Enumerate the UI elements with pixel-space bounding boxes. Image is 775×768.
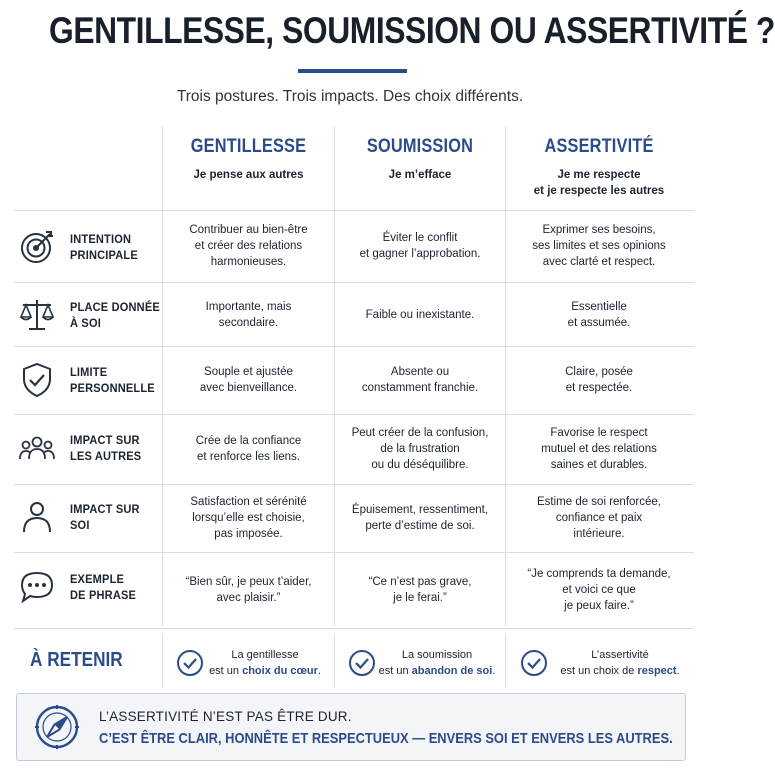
- check-circle-icon: [520, 649, 548, 677]
- col-divider: [505, 634, 506, 688]
- cell-assertivite-intention: Exprimer ses besoins, ses limites et ses opinions avec clarté et respect.: [532, 224, 666, 268]
- column-header-soumission: [335, 136, 505, 183]
- banner-statement: L’ASSERTIVITÉ N’EST PAS ÊTRE DUR.: [99, 709, 352, 724]
- retain-line2: [204, 663, 326, 679]
- retain-text: [548, 647, 692, 679]
- cell-soumission-limite: Absente ou constamment franchie.: [361, 366, 479, 394]
- cell-soumission-exemple: “Ce n’est pas grave, je le ferai.”: [368, 576, 472, 604]
- retain-item-gentillesse: [176, 640, 326, 686]
- row-divider: [14, 552, 694, 553]
- cell-soumission-impact-soi: Épuisement, ressentiment, perte d’estime de soi.: [351, 504, 489, 532]
- retain-suffix: .: [317, 665, 321, 677]
- row-label-exemple: EXEMPLE DE PHRASE: [70, 572, 137, 602]
- cell-soumission-intention: Éviter le conflit et gagner l’approbation.: [359, 232, 481, 260]
- check-circle-icon: [176, 649, 204, 677]
- col-divider: [162, 634, 163, 688]
- cell-gentillesse-impact-autres: Crée de la confiance et renforce les liens.: [195, 435, 302, 463]
- cell-soumission-impact-autres: Peut créer de la confusion, de la frustration ou du déséquilibre.: [351, 427, 489, 471]
- cell-gentillesse-intention: Contribuer au bien-être et créer des relations harmonieuses.: [189, 224, 308, 268]
- row-divider: [14, 282, 694, 283]
- person-icon: [18, 498, 56, 536]
- col-divider: [334, 634, 335, 688]
- retain-item-soumission: [348, 640, 498, 686]
- column-subtitle: Je pense aux autres: [193, 169, 304, 181]
- retain-line2: [376, 663, 498, 679]
- summary-banner: [16, 693, 686, 761]
- row-divider: [14, 628, 694, 629]
- retain-suffix: .: [676, 665, 680, 677]
- column-title: SOUMISSION: [366, 136, 474, 157]
- shield-check-icon: [18, 361, 56, 399]
- check-circle-icon: [348, 649, 376, 677]
- cell-assertivite-impact-soi: Estime de soi renforcée, confiance et paix intérieure.: [536, 496, 661, 540]
- banner-conclusion: C’EST ÊTRE CLAIR, HONNÊTE ET RESPECTUEUX — ENVERS SOI ET ENVERS LES AUTRES.: [99, 730, 673, 747]
- row-divider: [14, 414, 694, 415]
- retain-prefix: est un: [378, 665, 412, 677]
- cell-assertivite-place: Essentielle et assumée.: [567, 301, 631, 329]
- speech-bubble-icon: [18, 568, 56, 606]
- retain-highlight: respect: [637, 665, 677, 677]
- compass-icon: [33, 703, 81, 751]
- column-title: ASSERTIVITÉ: [544, 136, 654, 157]
- column-title: GENTILLESSE: [190, 136, 307, 157]
- column-header-assertivite: [506, 136, 692, 199]
- column-subtitle: Je m’efface: [388, 169, 452, 181]
- column-header-gentillesse: [163, 136, 334, 183]
- retain-text: [204, 647, 326, 679]
- retain-item-assertivite: [520, 640, 692, 686]
- retain-suffix: .: [492, 665, 496, 677]
- page-title: GENTILLESSE, SOUMISSION OU ASSERTIVITÉ ?: [49, 10, 775, 51]
- retain-prefix: est un: [209, 665, 243, 677]
- row-label-place-donnee: PLACE DONNÉE À SOI: [70, 300, 160, 330]
- row-label-impact-soi: IMPACT SUR SOI: [70, 502, 140, 532]
- column-subtitle: Je me respecte et je respecte les autres: [533, 169, 665, 197]
- row-label-intention: INTENTION PRINCIPALE: [70, 232, 138, 262]
- retain-highlight: abandon de soi: [411, 665, 493, 677]
- cell-assertivite-limite: Claire, posée et respectée.: [565, 366, 633, 394]
- target-icon: [18, 228, 56, 266]
- scales-icon: [18, 296, 56, 334]
- row-divider: [14, 210, 694, 211]
- retain-line2: [548, 663, 692, 679]
- cell-gentillesse-exemple: “Bien sûr, je peux t’aider, avec plaisir.”: [185, 576, 312, 604]
- retain-prefix: est un choix de: [560, 665, 638, 677]
- cell-assertivite-impact-autres: Favorise le respect mutuel et des relations saines et durables.: [541, 427, 657, 471]
- cell-gentillesse-limite: Souple et ajustée avec bienveillance.: [199, 366, 298, 394]
- retain-line1: La soumission: [401, 649, 473, 661]
- cell-gentillesse-place: Importante, mais secondaire.: [205, 301, 292, 329]
- page-subtitle: Trois postures. Trois impacts. Des choix différents.: [176, 88, 524, 105]
- cell-soumission-place: Faible ou inexistante.: [365, 309, 475, 321]
- title-underline: [298, 69, 407, 73]
- cell-assertivite-exemple: “Je comprends ta demande, et voici ce que je peux faire.”: [527, 568, 671, 612]
- retain-line1: La gentillesse: [231, 649, 299, 661]
- retain-line1: L’assertivité: [591, 649, 649, 661]
- group-icon: [18, 430, 56, 468]
- row-label-impact-autres: IMPACT SUR LES AUTRES: [70, 433, 142, 463]
- row-label-limite: LIMITE PERSONNELLE: [70, 365, 155, 395]
- retain-label: À RETENIR: [30, 649, 123, 671]
- retain-text: [376, 647, 498, 679]
- retain-highlight: choix du cœur: [242, 665, 318, 677]
- row-divider: [14, 484, 694, 485]
- cell-gentillesse-impact-soi: Satisfaction et sérénité lorsqu’elle est choisie, pas imposée.: [190, 496, 307, 540]
- row-divider: [14, 346, 694, 347]
